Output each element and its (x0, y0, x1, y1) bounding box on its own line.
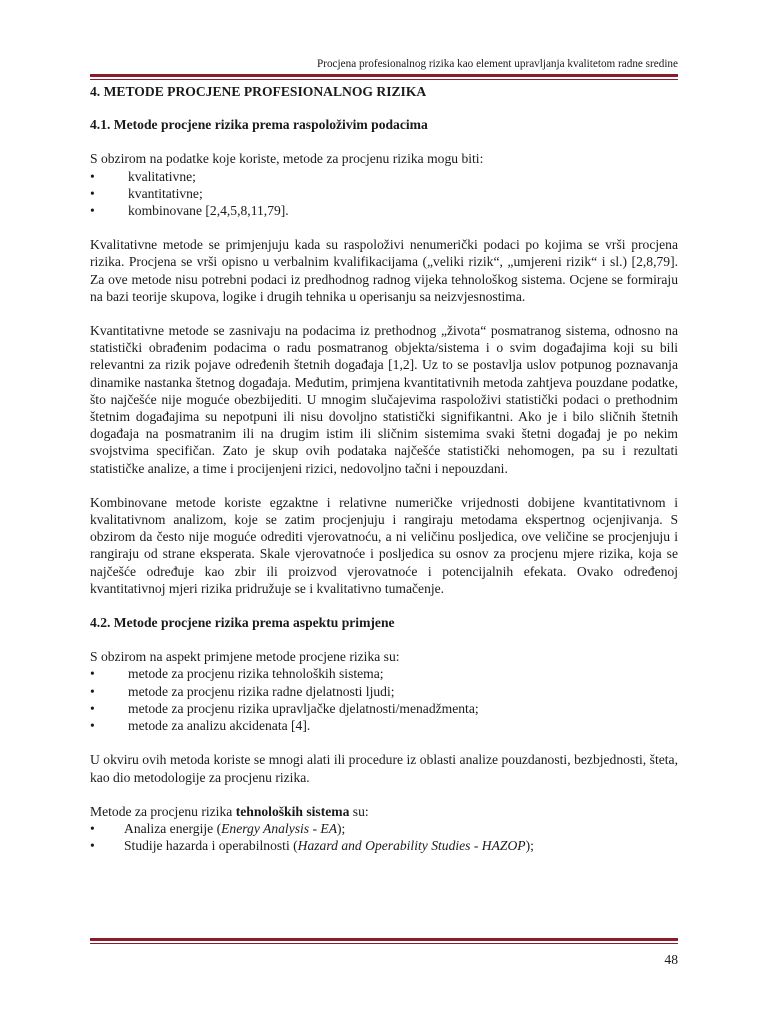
bullet-glyph: • (90, 185, 95, 201)
intro-paragraph-4-2: S obzirom na aspekt primjene metode procjene rizika su: (90, 649, 400, 665)
list-item: • metode za procjenu rizika tehnoloških sistema; (90, 666, 384, 682)
bullet-glyph: • (90, 838, 95, 854)
list-item: • kvantitativne; (90, 185, 203, 201)
intro-paragraph-4-1: S obzirom na podatke koje koriste, metode za procjenu rizika mogu biti: (90, 151, 484, 167)
subsection-title-4-2: 4.2. Metode procjene rizika prema aspektu primjene (90, 615, 395, 631)
list-item: • Studije hazarda i operabilnosti (Hazard and Operability Studies - HAZOP); (90, 838, 534, 854)
list-item: • metode za analizu akcidenata [4]. (90, 718, 311, 734)
list-item: • Analiza energije (Energy Analysis - EA); (90, 820, 346, 836)
paragraph-quantitative: Kvantitativne metode se zasnivaju na podacima iz prethodnog „života“ posmatranog sistema, odnosno na statistički obrađenim podacima o radu posmatranog objekta/sistema i o svim događajima koji su bili relevantni za rizik pojave određenih štetnih događaja [1,2]. Uz to se postavlja uslov potpunog poznavanja dinamike nastanka štetnog događaja. Međutim, primjena kvantitativnih metoda zahtjeva pouzdane podatke, što najčešće nije moguće obezbijediti. U mnogim slučajevima raspoloživi statistički podaci o prethodnim štetnim događajima su nepotpuni ili nisu dovoljno statistički signifikantni. Ako je i bilo sličnih štetnih događaja na posmatranim ili na drugim istim ili sličnim sistemima svaki štetni događaj je po nekim svojstvima specifičan. Zato je skup ovih podataka najčešće statistički nehomogen, pa su i rezultati statističke analize, a time i procijenjeni rizici, nedovoljno tačni i nepouzdani. (90, 323, 678, 476)
paragraph-tools: U okviru ovih metoda koriste se mnogi alati ili procedure iz oblasti analize pouzdanosti, bezbjednosti, šteta, kao dio metodologije za procjenu rizika. (90, 752, 678, 785)
page-number: 48 (664, 952, 678, 967)
header-rule (90, 74, 678, 80)
bullet-glyph: • (90, 718, 95, 734)
footer-rule (90, 938, 678, 944)
section-title: 4. METODE PROCJENE PROFESIONALNOG RIZIKA (90, 84, 427, 99)
method-type-list (90, 168, 678, 220)
tech-systems-emphasis: tehnoloških sistema (235, 803, 350, 819)
running-header: Procjena profesionalnog rizika kao element upravljanja kvalitetom radne sredine (317, 58, 678, 70)
page-body (90, 83, 678, 871)
list-item: • metode za procjenu rizika radne djelatnosti ljudi; (90, 683, 395, 699)
bullet-glyph: • (90, 203, 95, 219)
bullet-glyph: • (90, 683, 95, 699)
list-item: • metode za procjenu rizika upravljačke djelatnosti/menadžmenta; (90, 700, 479, 716)
bullet-glyph: • (90, 700, 95, 716)
paragraph-qualitative: Kvalitativne metode se primjenjuju kada su raspoloživi nenumerički podaci po kojima se vrši procjena rizika. Procjena se vrši opisno u verbalnim kvalifikacijama („veliki rizik“, „umjereni rizik“ i sl.) [2,8,79]. Za ove metode nisu potrebni podaci iz predhodnog radnog vijeka tehnološkog sistema. Ocjene se formiraju na bazi teorije skupova, logike i drugih tehnika u operisanju sa neizvjesnostima. (90, 237, 678, 304)
list-item: • kvalitativne; (90, 168, 196, 184)
paragraph-combined: Kombinovane metode koriste egzaktne i relativne numeričke vrijednosti dobijene kvantitativnom i kvalitativnom analizom, koje se zatim procjenjuju i rangiraju metodama ekspertnog ocjenjivanja. S obzirom da često nije moguće odrediti vjerovatnoću, a ni veličinu posljedica, ove veličine se procjenjuju i rangiraju od strane eksperata. Skale vjerovatnoće i posljedica su osnov za procjenu mjere rizika, koja se najčešće određuje kao zbir ili proizvod vjerovatnoće i potencijalnih efekata. Ovako određenoj kvantitativnoj mjeri rizika pridružuje se i kvalitativno tumačenje. (90, 494, 678, 596)
bullet-glyph: • (90, 820, 95, 836)
application-aspect-list (90, 665, 678, 734)
tech-methods-list (90, 820, 678, 854)
tech-systems-intro: Metode za procjenu rizika tehnoloških sistema su: (90, 803, 369, 819)
list-item: • kombinovane [2,4,5,8,11,79]. (90, 203, 289, 219)
bullet-glyph: • (90, 168, 95, 184)
bullet-glyph: • (90, 666, 95, 682)
subsection-title-4-1: 4.1. Metode procjene rizika prema raspoloživim podacima (90, 117, 428, 133)
